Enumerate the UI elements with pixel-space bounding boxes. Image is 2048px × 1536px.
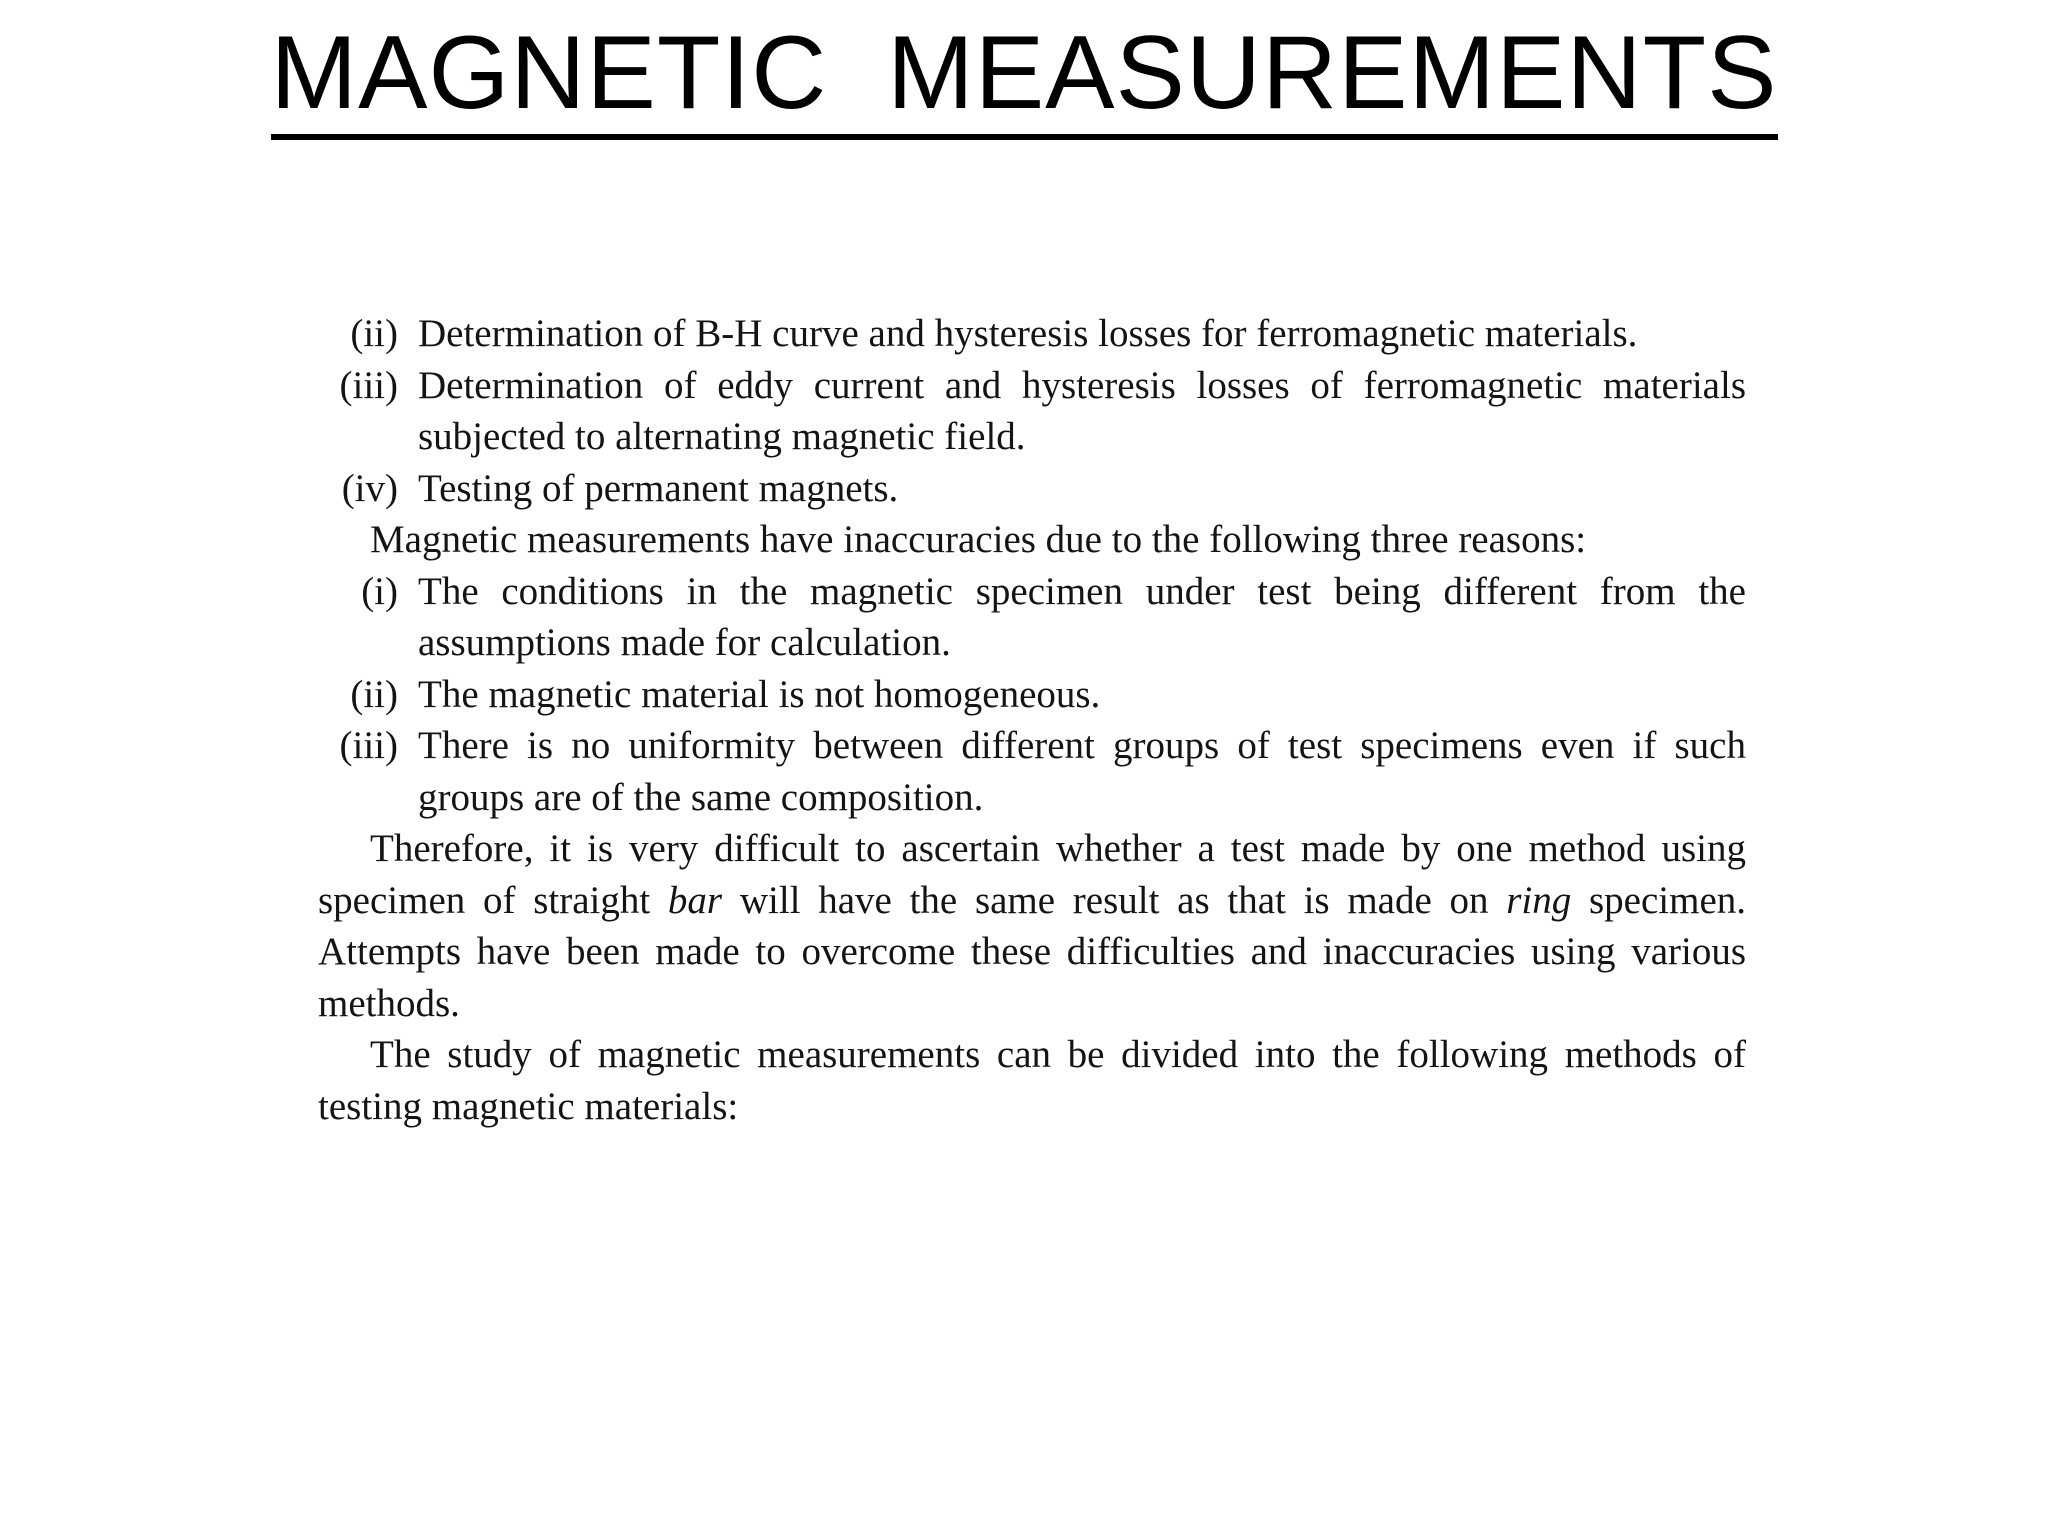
emphasis-ring: ring [1506, 878, 1572, 922]
slide-title-text: MAGNETIC MEASUREMENTS [271, 14, 1778, 140]
list-item [318, 308, 1746, 360]
list-item-text: Determination of B-H curve and hysteresis losses for ferromagnetic materials. [418, 312, 1638, 355]
list-item-text: The magnetic material is not homogeneous. [418, 672, 1101, 716]
list-item-text: The conditions in the magnetic specimen under test being different from the assumptions made for calculation. [418, 569, 1746, 664]
list-item-number: (iii) [339, 724, 398, 767]
paragraph-text: Therefore, it is very difficult to ascertain whether a test made by one method using specimen of straight [318, 827, 1746, 922]
paragraph-inaccuracies: Magnetic measurements have inaccuracies due to the following three reasons: [370, 518, 1587, 561]
scanned-text-block [318, 308, 1746, 1132]
list-item [318, 669, 1746, 721]
paragraph-text: specimen. Attempts have been made to overcome these difficulties and inaccuracies using various methods. [318, 878, 1747, 1025]
list-item [318, 720, 1746, 823]
list-item-number: (ii) [350, 672, 398, 716]
list-item-number: (iii) [339, 363, 398, 407]
slide-title [0, 14, 2048, 140]
list-item-number: (i) [361, 569, 398, 613]
list-item-text: Testing of permanent magnets. [418, 466, 899, 510]
list-item [318, 360, 1746, 463]
list-item-text: There is no uniformity between different groups of test specimens even if such groups are of the same composition. [418, 724, 1746, 819]
list-item-number: (iv) [341, 466, 398, 510]
paragraph-text: will have the same result as that is made on [722, 878, 1507, 922]
list-item [318, 463, 1746, 515]
paragraph-study: The study of magnetic measurements can be divided into the following methods of testing magnetic materials: [318, 1033, 1746, 1128]
list-item-number: (ii) [350, 312, 398, 355]
paragraph-therefore [318, 823, 1746, 1029]
list-item-text: Determination of eddy current and hysteresis losses of ferromagnetic materials subjected to alternating magnetic field. [418, 363, 1746, 458]
list-item [318, 566, 1746, 669]
emphasis-bar: bar [667, 878, 723, 922]
